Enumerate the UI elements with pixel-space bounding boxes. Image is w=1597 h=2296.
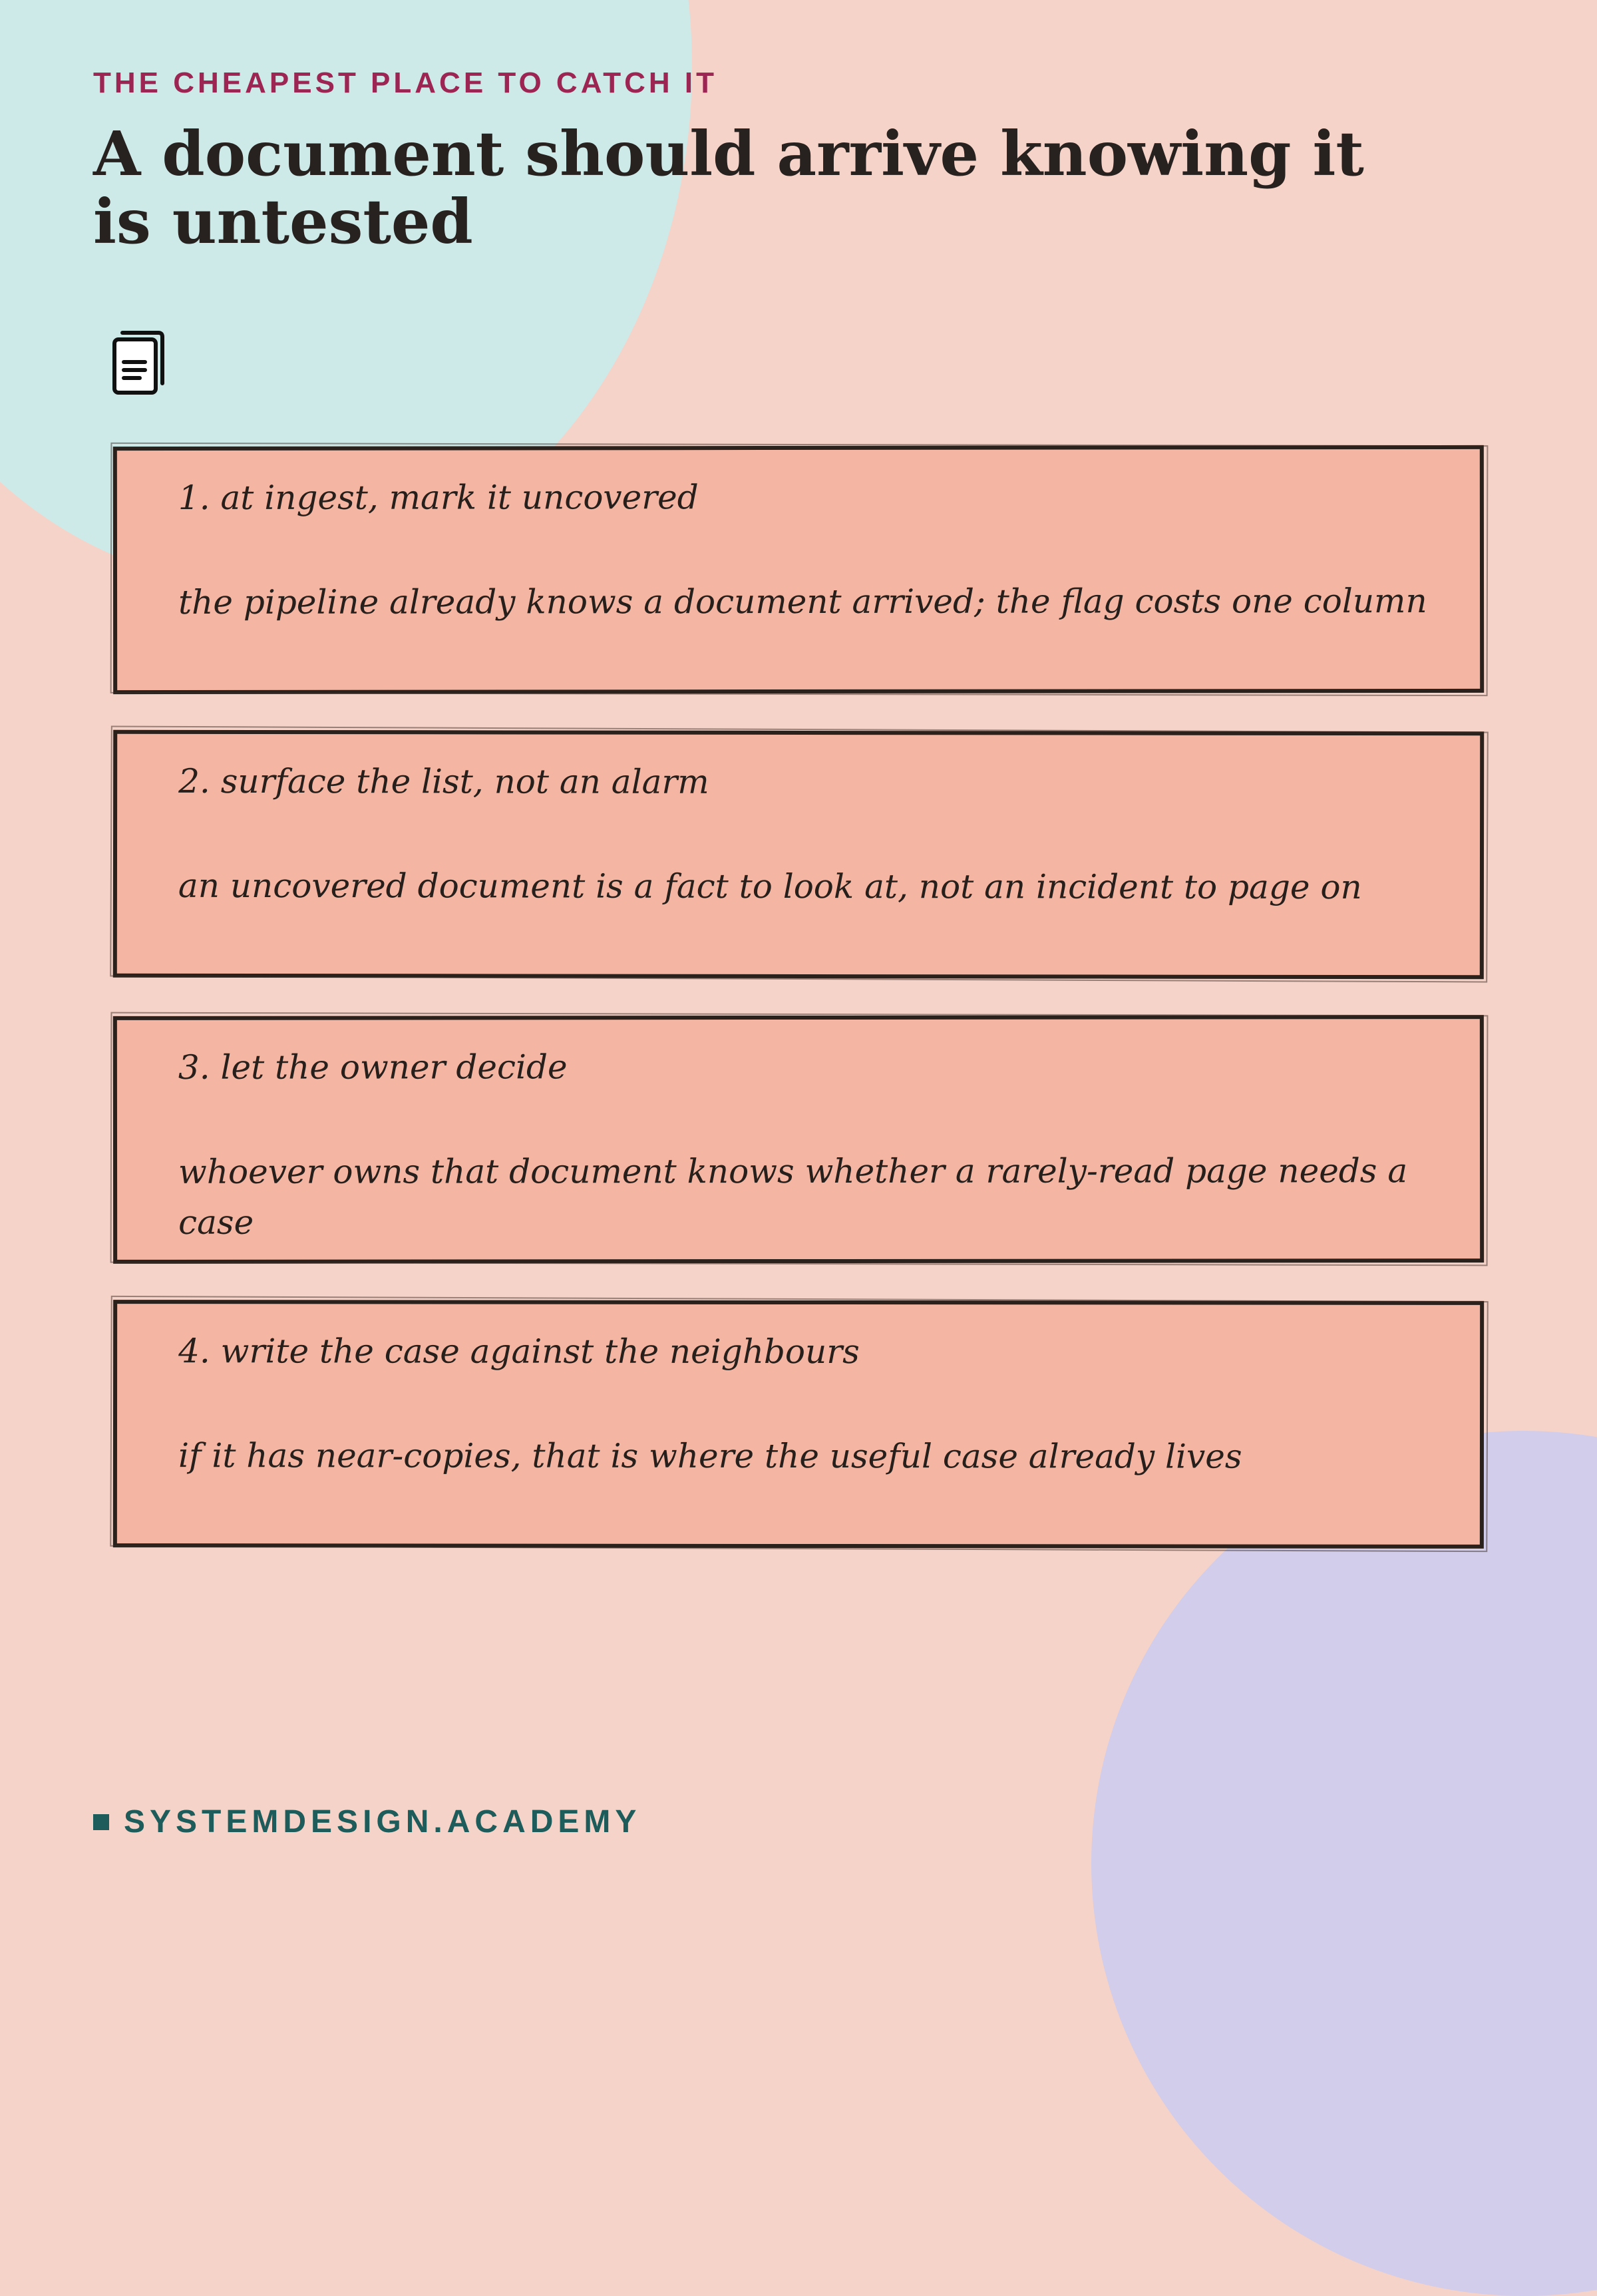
steps-list [113,446,1484,1585]
step-card [113,1300,1484,1549]
eyebrow-label: THE CHEAPEST PLACE TO CATCH IT [93,67,717,99]
step-card [113,730,1484,980]
step-heading: 4. write the case against the neighbours [178,1332,860,1372]
brand-square-icon [93,1814,109,1830]
step-card [113,445,1484,694]
step-heading: 2. surface the list, not an alarm [178,761,709,801]
footer-brand [93,1804,641,1840]
step-card [113,1015,1484,1264]
step-heading: 1. at ingest, mark it uncovered [178,478,699,517]
step-body: the pipeline already knows a document arrived; the flag costs one column [178,582,1427,622]
step-heading: 3. let the owner decide [178,1048,568,1087]
step-body: if it has near-copies, that is where the useful case already lives [178,1436,1242,1476]
step-body: whoever owns that document knows whether a rarely-read page needs a case [178,1151,1408,1242]
document-icon [110,330,166,397]
step-body: an uncovered document is a fact to look at, not an incident to page on [178,866,1362,907]
page-title: A document should arrive knowing it is untested [93,118,1364,258]
brand-name: SYSTEMDESIGN.ACADEMY [124,1804,641,1839]
